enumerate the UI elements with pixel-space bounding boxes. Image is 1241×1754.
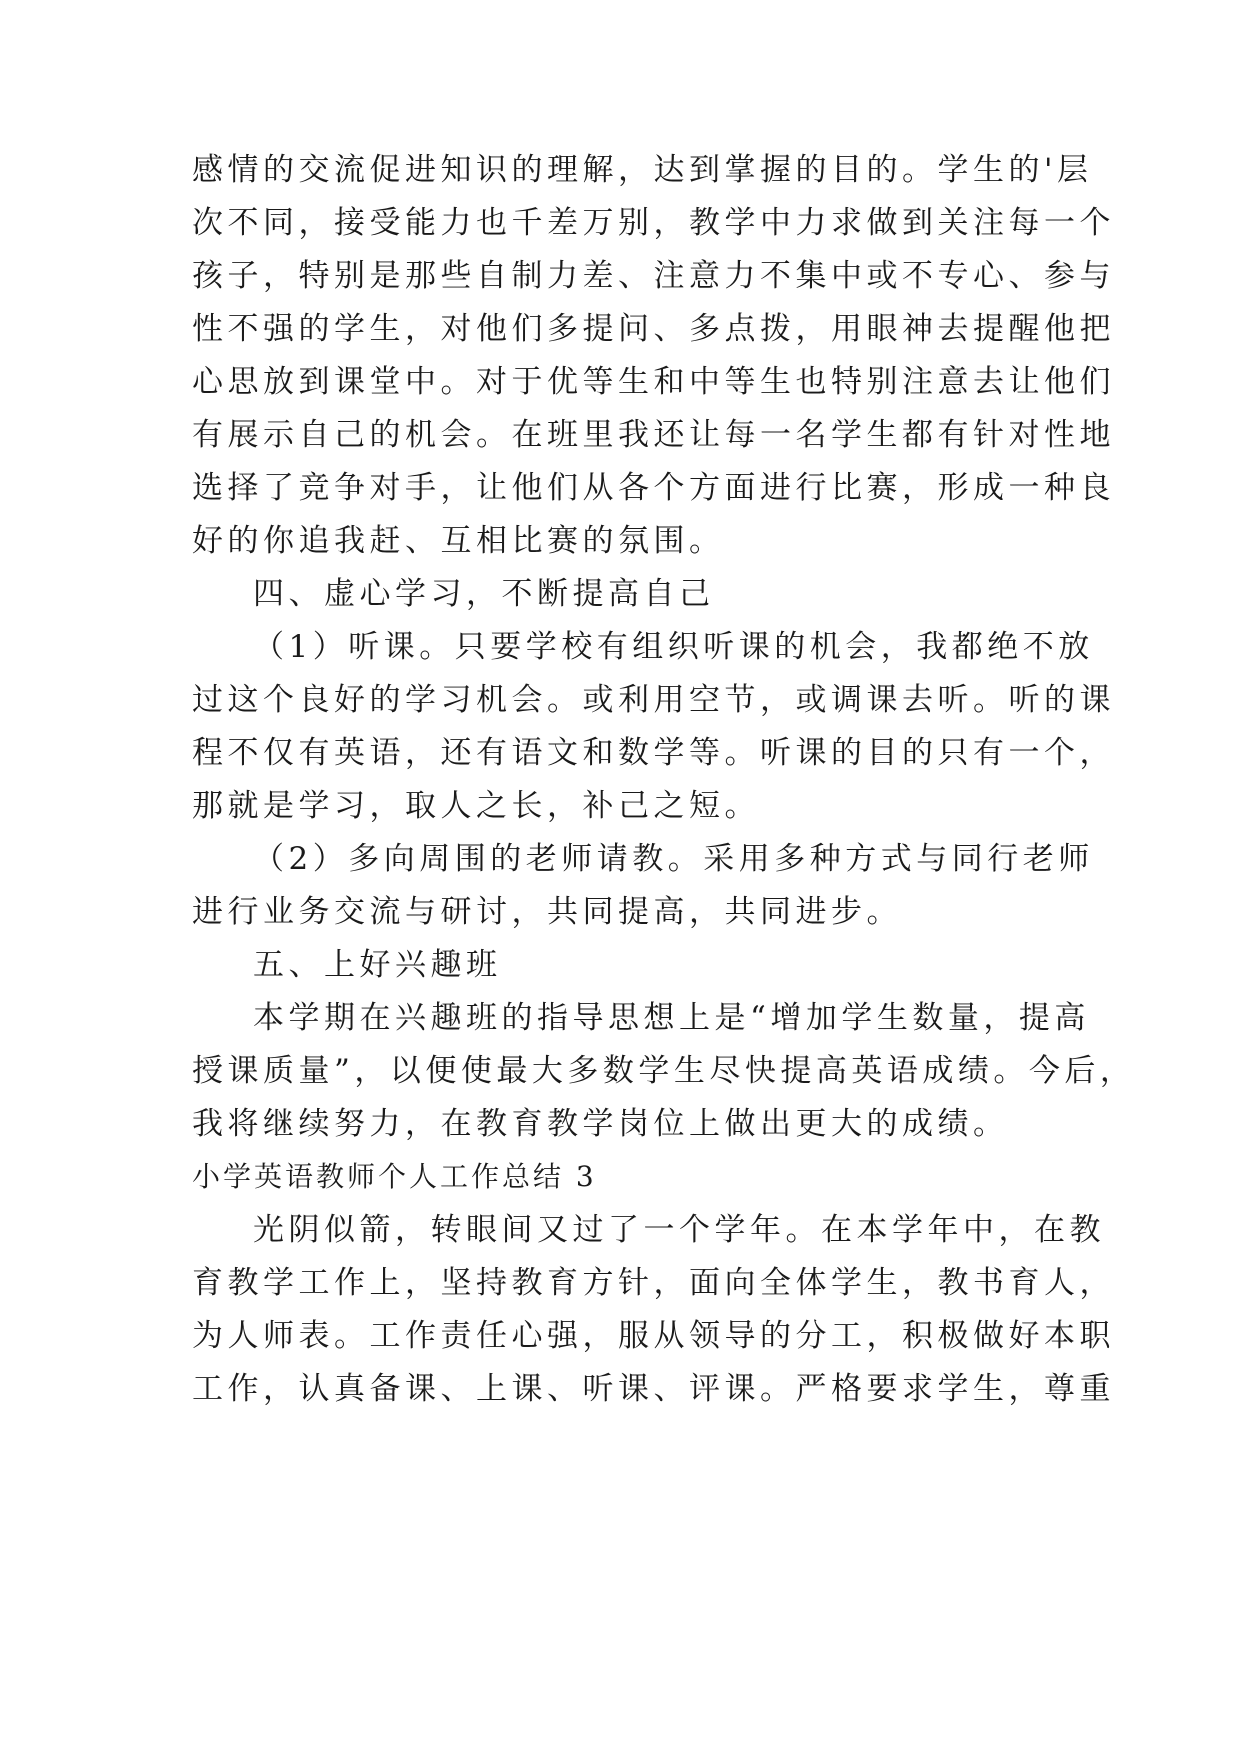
document-section-title: 小学英语教师个人工作总结 3 <box>192 1160 597 1193</box>
paragraph-line: （1）听课。只要学校有组织听课的机会，我都绝不放 <box>253 629 1094 665</box>
paragraph-line: （2）多向周围的老师请教。采用多种方式与同行老师 <box>253 841 1094 877</box>
paragraph-line: 工作，认真备课、上课、听课、评课。严格要求学生，尊重 <box>192 1371 1115 1407</box>
paragraph-line: 心思放到课堂中。对于优等生和中等生也特别注意去让他们 <box>192 364 1115 400</box>
paragraph-line: 为人师表。工作责任心强，服从领导的分工，积极做好本职 <box>192 1318 1115 1354</box>
paragraph-line: 孩子，特别是那些自制力差、注意力不集中或不专心、参与 <box>192 258 1115 294</box>
paragraph-line: 本学期在兴趣班的指导思想上是“增加学生数量，提高 <box>253 1000 1090 1036</box>
paragraph-line: 育教学工作上，坚持教育方针，面向全体学生，教书育人， <box>192 1265 1115 1301</box>
paragraph-line: 我将继续努力，在教育教学岗位上做出更大的成绩。 <box>192 1106 1009 1142</box>
paragraph-line: 选择了竞争对手，让他们从各个方面进行比赛，形成一种良 <box>192 470 1115 506</box>
paragraph-line: 进行业务交流与研讨，共同提高，共同进步。 <box>192 894 902 930</box>
paragraph-line: 感情的交流促进知识的理解，达到掌握的目的。学生的'层 <box>192 152 1093 188</box>
section-heading: 五、上好兴趣班 <box>253 947 502 983</box>
paragraph-line: 好的你追我赶、互相比赛的氛围。 <box>192 523 725 559</box>
paragraph-line: 光阴似箭，转眼间又过了一个学年。在本学年中，在教 <box>253 1212 1105 1248</box>
section-heading: 四、虚心学习，不断提高自己 <box>253 576 715 612</box>
paragraph-line: 次不同，接受能力也千差万别，教学中力求做到关注每一个 <box>192 205 1115 241</box>
paragraph-line: 授课质量”，以便使最大多数学生尽快提高英语成绩。今后， <box>192 1053 1136 1089</box>
paragraph-line: 有展示自己的机会。在班里我还让每一名学生都有针对性地 <box>192 417 1115 453</box>
paragraph-line: 那就是学习，取人之长，补己之短。 <box>192 788 760 824</box>
paragraph-line: 性不强的学生，对他们多提问、多点拨，用眼神去提醒他把 <box>192 311 1115 347</box>
paragraph-line: 过这个良好的学习机会。或利用空节，或调课去听。听的课 <box>192 682 1115 718</box>
paragraph-line: 程不仅有英语，还有语文和数学等。听课的目的只有一个， <box>192 735 1115 771</box>
